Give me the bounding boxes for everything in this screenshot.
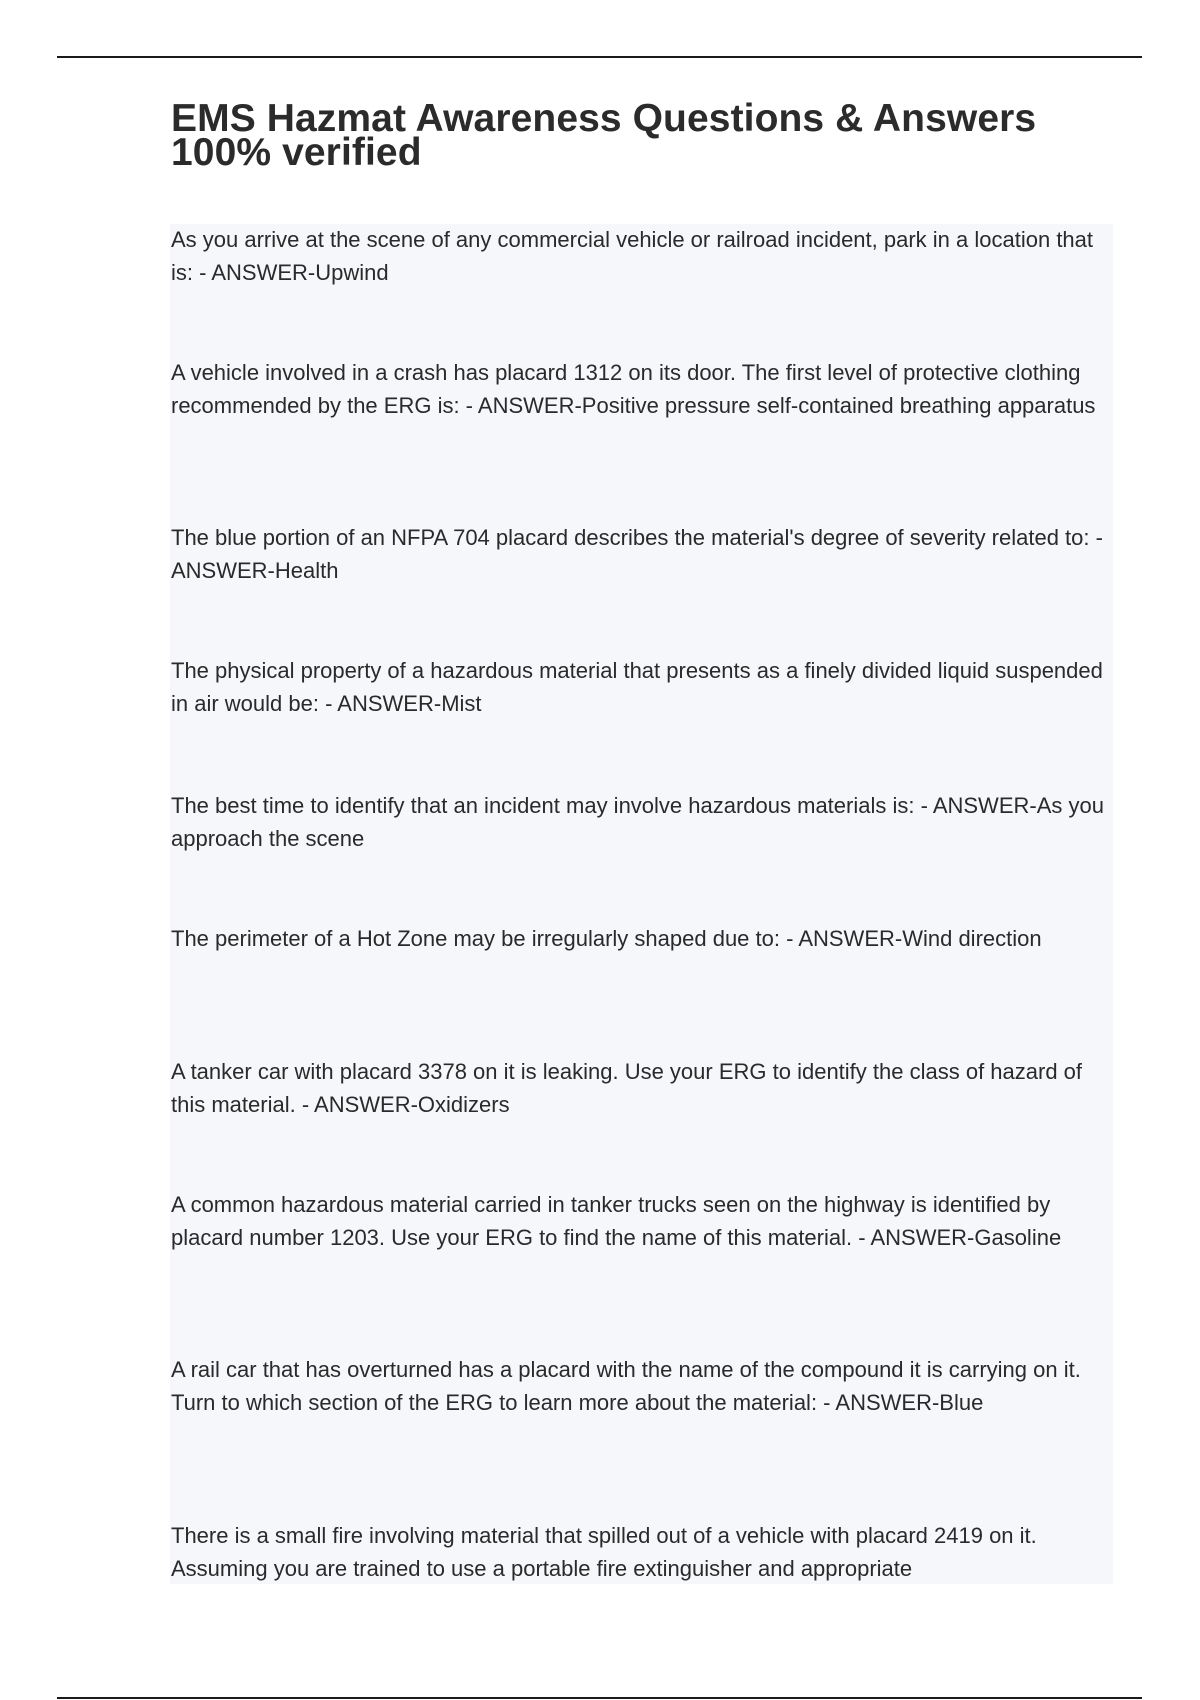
qa-item-9: A rail car that has overturned has a placard with the name of the compound it is carrying on it. Turn to which section of the ERG to learn more about the material: - ANSWER-Blue [171,1357,1081,1415]
qa-item-7: A tanker car with placard 3378 on it is leaking. Use your ERG to identify the class of hazard of this material. - ANSWER-Oxidizers [171,1059,1083,1117]
qa-item-2: A vehicle involved in a crash has placard 1312 on its door. The first level of protective clothing recommended by the ERG is: - ANSWER-Positive pressure self-contained breathing apparatus [171,360,1096,418]
qa-item-6: The perimeter of a Hot Zone may be irregularly shaped due to: - ANSWER-Wind direction [171,926,1042,951]
qa-item-10: There is a small fire involving material that spilled out of a vehicle with placard 2419 on it. Assuming you are trained to use a portable fire extinguisher and appropriate [171,1523,1037,1581]
qa-item-8: A common hazardous material carried in tanker trucks seen on the highway is identified by placard number 1203. Use your ERG to find the name of this material. - ANSWER-Gasoline [171,1192,1062,1250]
qa-item-3: The blue portion of an NFPA 704 placard describes the material's degree of severity related to: - ANSWER-Health [171,525,1103,583]
qa-item-1: As you arrive at the scene of any commercial vehicle or railroad incident, park in a location that is: - ANSWER-Upwind [171,227,1094,285]
top-rule [57,56,1142,58]
qa-item-4: The physical property of a hazardous material that presents as a finely divided liquid suspended in air would be: - ANSWER-Mist [171,658,1103,716]
qa-item-5: The best time to identify that an incident may involve hazardous materials is: - ANSWER-As you approach the scene [171,793,1104,851]
document-title: EMS Hazmat Awareness Questions & Answers 100% verified [171,97,1037,174]
bottom-rule [57,1697,1142,1699]
